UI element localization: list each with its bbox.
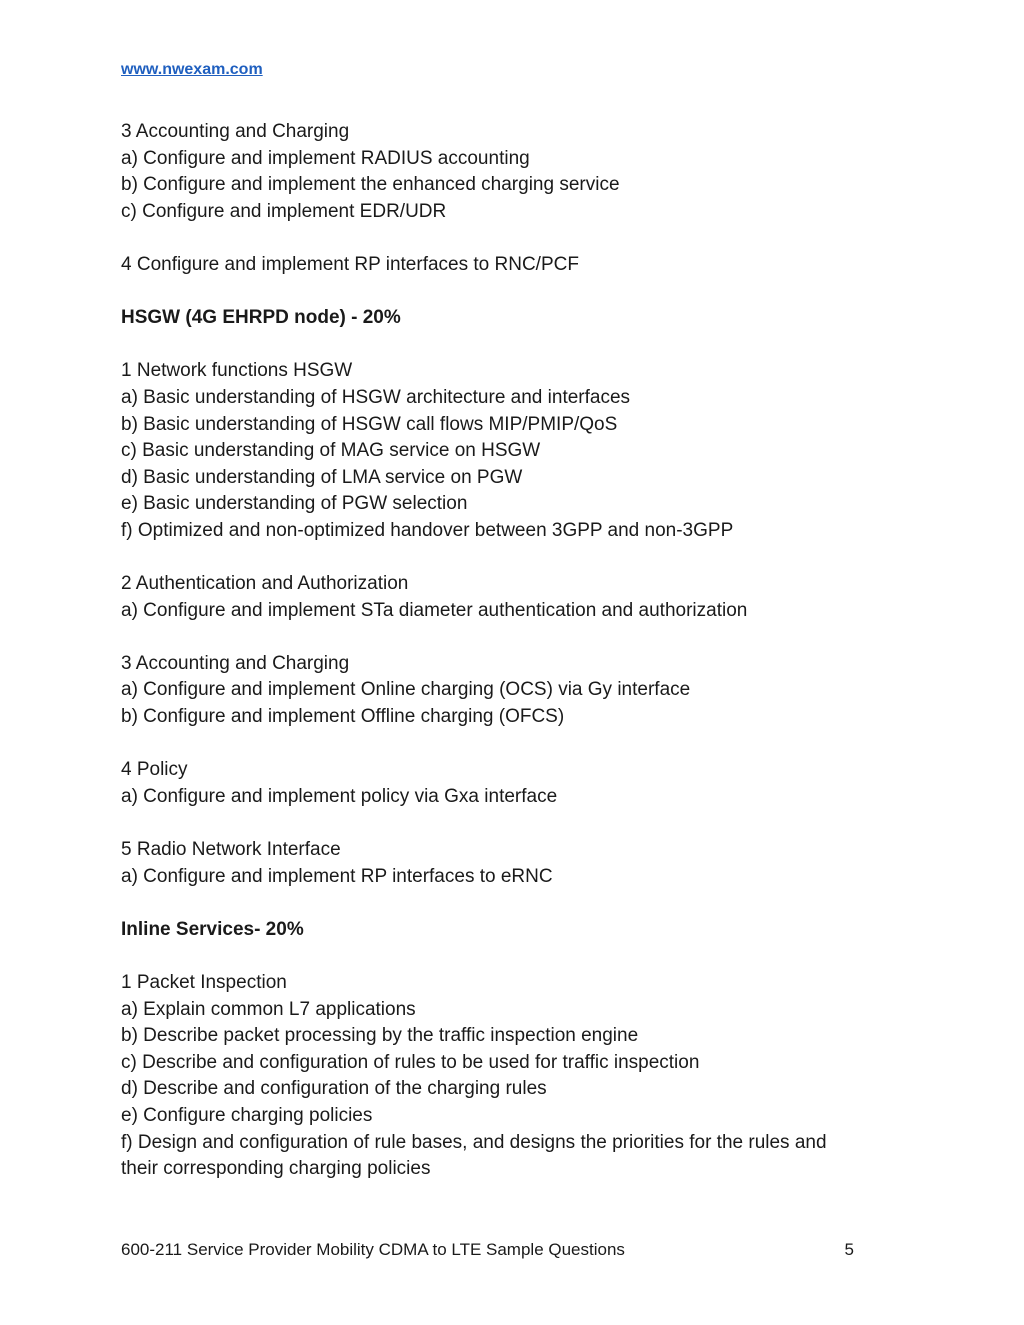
spacer [121,890,901,917]
text-line: c) Describe and configuration of rules to be used for traffic inspection [121,1051,700,1073]
text-line: a) Configure and implement policy via Gxa interface [121,785,558,807]
text-line: 2 Authentication and Authorization [121,573,409,595]
text-line: a) Basic understanding of HSGW architecture and interfaces [121,386,631,408]
text-line: a) Configure and implement STa diameter authentication and authorization [121,599,748,621]
text-line: a) Configure and implement Online charging (OCS) via Gy interface [121,679,691,701]
spacer [121,810,901,837]
spacer [121,545,901,572]
spacer [121,225,901,252]
text-line: e) Configure charging policies [121,1104,373,1126]
text-line: c) Basic understanding of MAG service on HSGW [121,440,541,462]
text-line: 3 Accounting and Charging [121,121,350,142]
text-line: f) Design and configuration of rule bases, and designs the priorities for the rules and [121,1131,827,1153]
text-line: 4 Policy [121,759,188,781]
text-line: 1 Network functions HSGW [121,360,353,382]
text-line: b) Basic understanding of HSGW call flows MIP/PMIP/QoS [121,413,618,435]
text-line: 4 Configure and implement RP interfaces to RNC/PCF [121,253,579,275]
text-line: a) Configure and implement RADIUS accounting [121,147,530,169]
document-body [121,119,901,1183]
text-line: a) Configure and implement RP interfaces to eRNC [121,865,553,887]
text-line: d) Describe and configuration of the charging rules [121,1078,547,1100]
text-line: e) Basic understanding of PGW selection [121,493,468,515]
text-line: 1 Packet Inspection [121,972,287,993]
page-number: 5 [844,1240,854,1259]
text-line: b) Configure and implement Offline charging (OFCS) [121,706,565,728]
text-line: d) Basic understanding of LMA service on PGW [121,466,523,488]
site-link[interactable]: www.nwexam.com [121,61,263,78]
section-heading: Inline Services- 20% [121,918,304,940]
text-line: 5 Radio Network Interface [121,839,341,861]
text-line: f) Optimized and non-optimized handover between 3GPP and non-3GPP [121,519,734,541]
text-line: c) Configure and implement EDR/UDR [121,200,447,222]
footer-title: 600-211 Service Provider Mobility CDMA to LTE Sample Questions [121,1240,625,1259]
text-line: a) Explain common L7 applications [121,998,416,1020]
text-line: b) Configure and implement the enhanced charging service [121,174,620,196]
text-line: their corresponding charging policies [121,1158,431,1180]
text-line: b) Describe packet processing by the traffic inspection engine [121,1025,639,1047]
spacer [121,279,901,306]
spacer [121,332,901,359]
spacer [121,731,901,758]
section-heading: HSGW (4G EHRPD node) - 20% [121,307,401,329]
spacer [121,624,901,651]
text-line: 3 Accounting and Charging [121,652,350,674]
spacer [121,943,901,970]
